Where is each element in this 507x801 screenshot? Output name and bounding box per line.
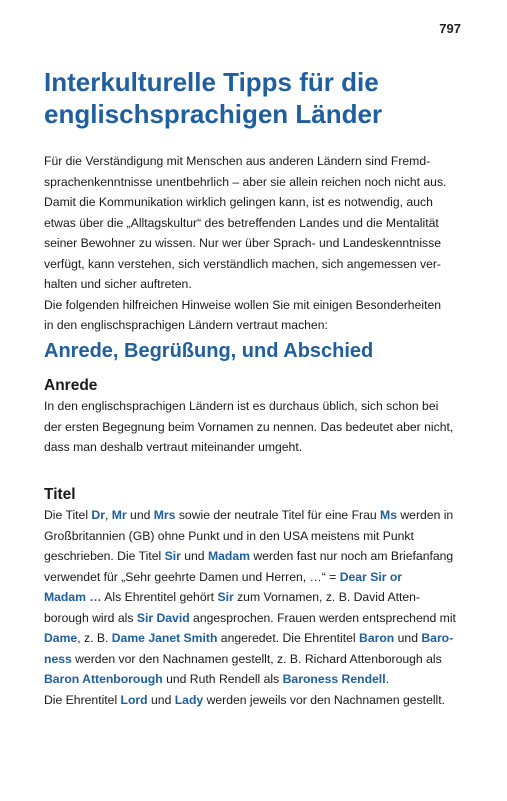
highlighted-term: Mr <box>111 508 127 522</box>
subheading-titel: Titel <box>44 486 76 503</box>
highlighted-term: Madam … <box>44 590 102 604</box>
text-segment: sowie der neutrale Titel für eine Frau <box>175 508 381 522</box>
text-segment: und <box>180 549 208 563</box>
titel-line <box>44 505 476 526</box>
text-segment: borough wird als <box>44 610 137 625</box>
intro-line: sprachenkenntnisse unentbehrlich – aber sie allein reichen noch nicht aus. <box>44 174 447 189</box>
text-segment: werden jeweils vor den Nachnamen gestellt. <box>203 692 446 707</box>
intro-line: in den englischsprachigen Ländern vertraut machen: <box>44 318 328 332</box>
intro-line: seiner Bewohner zu wissen. Nur wer über Sprach- und Landeskenntnisse <box>44 236 441 250</box>
text-segment: , z. B. <box>77 631 112 645</box>
text-segment: , <box>104 508 112 522</box>
highlighted-term: Baroness Rendell <box>282 672 386 686</box>
text-segment: angesprochen. Frauen werden entsprechend mit <box>189 610 456 625</box>
intro-line: Für die Verständigung mit Menschen aus anderen Ländern sind Fremd- <box>44 154 431 168</box>
text-segment: werden fast nur noch am Briefanfang <box>249 549 454 563</box>
text-segment: Großbritannien (GB) ohne Punkt und in den USA meistens mit Punkt <box>44 528 414 543</box>
text-segment: Die Ehrentitel <box>44 692 121 707</box>
page-title-line: englischsprachigen Länder <box>44 99 383 129</box>
text-segment: werden in <box>396 508 454 522</box>
highlighted-term: Ms <box>380 508 397 522</box>
text-segment: werden vor den Nachnamen gestellt, z. B. Richard Attenborough als <box>71 651 442 666</box>
subheading-anrede: Anrede <box>44 377 98 394</box>
anrede-line: der ersten Begegnung beim Vornamen zu nennen. Das bedeutet aber nicht, <box>44 419 454 434</box>
intro-line: etwas über die „Alltagskultur“ des betreffenden Landes und die Mentalität <box>44 215 439 230</box>
titel-line <box>44 628 476 649</box>
text-segment: geschrieben. Die Titel <box>44 549 165 563</box>
titel-line <box>44 546 476 567</box>
highlighted-term: Dame <box>44 631 78 645</box>
titel-line <box>44 690 476 711</box>
text-segment: . <box>385 672 389 686</box>
text-segment: und <box>147 692 175 707</box>
highlighted-term: ness <box>44 651 72 666</box>
highlighted-term: Mrs <box>153 508 176 522</box>
titel-line <box>44 649 476 670</box>
highlighted-term: Sir David <box>136 610 190 625</box>
text-segment: und Ruth Rendell als <box>162 672 283 686</box>
titel-line <box>44 608 476 629</box>
text-segment: angeredet. Die Ehrentitel <box>217 631 360 645</box>
page-title-line: Interkulturelle Tipps für die <box>44 67 379 97</box>
text-segment: zum Vornamen, z. B. David Atten- <box>233 590 420 604</box>
highlighted-term: Dame Janet Smith <box>111 631 218 645</box>
highlighted-term: Baro- <box>421 631 454 645</box>
highlighted-term: Sir <box>164 549 181 563</box>
anrede-paragraph <box>44 396 476 458</box>
intro-paragraph <box>44 151 476 336</box>
titel-paragraph <box>44 505 476 710</box>
section-heading: Anrede, Begrüßung, und Abschied <box>44 340 374 362</box>
intro-line: Damit die Kommunikation wirklich gelingen kann, ist es notwendig, auch <box>44 195 433 209</box>
page-title <box>44 66 474 130</box>
intro-line: verfügt, kann verstehen, sich verständlich machen, sich angemessen ver- <box>44 256 441 271</box>
text-segment: und <box>126 508 154 522</box>
highlighted-term: Sir <box>217 590 234 604</box>
highlighted-term: Lord <box>120 692 148 707</box>
text-segment: und <box>394 631 422 645</box>
titel-line <box>44 587 476 608</box>
highlighted-term: Dr <box>91 508 105 522</box>
text-segment: Die Titel <box>44 508 92 522</box>
page-number: 797 <box>439 21 461 36</box>
intro-line: Die folgenden hilfreichen Hinweise wollen Sie mit einigen Besonderheiten <box>44 297 442 312</box>
text-segment: verwendet für „Sehr geehrte Damen und Herren, …“ = <box>44 569 340 584</box>
highlighted-term: Madam <box>207 549 250 563</box>
anrede-line: In den englischsprachigen Ländern ist es durchaus üblich, sich schon bei <box>44 399 439 413</box>
text-segment: Als Ehrentitel gehört <box>101 590 218 604</box>
intro-line: halten und sicher auftreten. <box>44 277 192 291</box>
highlighted-term: Baron Attenborough <box>44 672 163 686</box>
titel-line <box>44 526 476 547</box>
titel-line <box>44 669 476 690</box>
highlighted-term: Baron <box>359 631 395 645</box>
highlighted-term: Dear Sir or <box>339 569 403 584</box>
titel-line <box>44 567 476 588</box>
anrede-line: dass man deshalb vertraut miteinander umgeht. <box>44 440 303 454</box>
highlighted-term: Lady <box>174 692 204 707</box>
